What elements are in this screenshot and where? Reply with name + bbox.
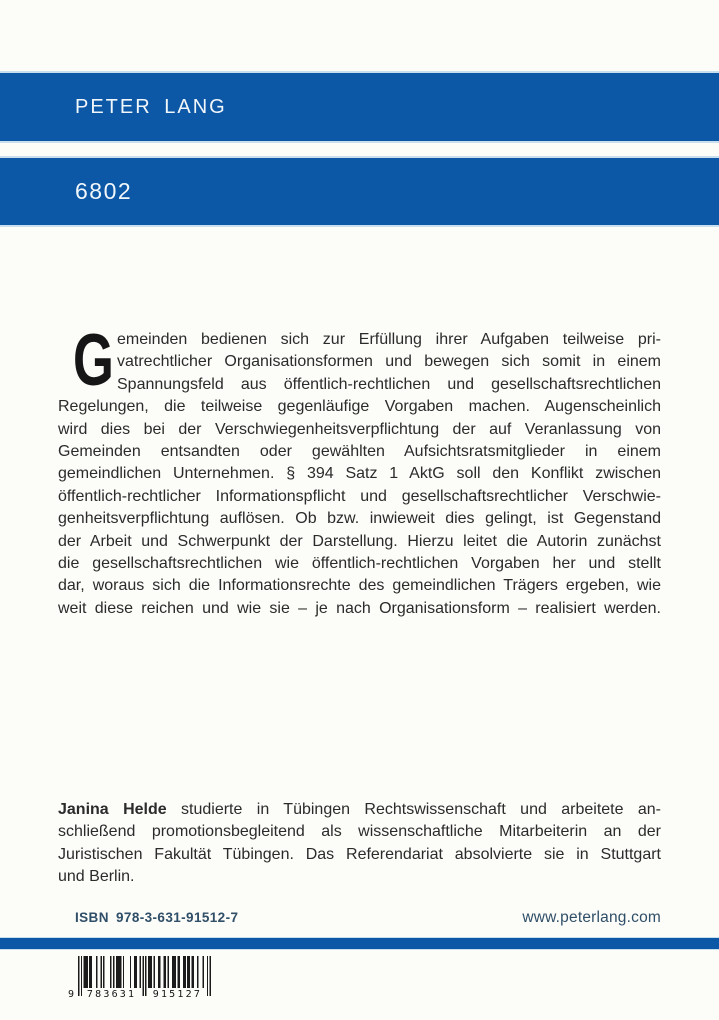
blurb-line: Gemeinden entsandten oder gewählten Aufsichtsratsmitglieder in einem (58, 443, 661, 461)
author-bio-line (58, 799, 661, 821)
bottom-divider-bar (0, 937, 719, 950)
blurb-line: die gesellschaftsrechtlichen wie öffentlich-rechtlichen Vorgaben her und stellt (58, 555, 661, 573)
author-name: Janina Helde (58, 801, 167, 818)
blurb-line: weit diese reichen und wie sie – je nach Organisationsform – realisiert werden. (58, 599, 661, 617)
blurb-line: Regelungen, die teilweise gegenläufige Vorgaben machen. Augenscheinlich (58, 398, 661, 416)
publisher-band (0, 71, 719, 143)
blurb-line: vatrechtlicher Organisationsformen und bewegen sich somit in einem (117, 353, 661, 371)
author-bio-text: studierte in Tübingen Rechtswissenschaft und arbeitete an- (166, 801, 662, 818)
series-band (0, 156, 719, 227)
publisher-name: PETER LANG (75, 95, 227, 118)
footer-row (58, 909, 661, 927)
blurb-line: gemeindlichen Unternehmen. § 394 Satz 1 AktG soll den Konflikt zwischen (58, 465, 661, 483)
svg-text:9: 9 (68, 989, 77, 1000)
blurb-paragraph (58, 320, 661, 620)
blurb-line: Spannungsfeld aus öffentlich-rechtlichen und gesellschaftsrechtlichen (117, 375, 661, 393)
blurb-line: öffentlich-rechtlicher Informationspflicht und gesellschaftsrechtlicher Verschwie- (58, 487, 661, 505)
blurb-line: der Arbeit und Schwerpunkt der Darstellung. Hierzu leitet die Autorin zunächst (58, 532, 661, 550)
drop-cap: G (73, 320, 114, 401)
blurb-line: wird dies bei der Verschwiegenheitsverpflichtung der auf Veranlassung von (58, 420, 661, 438)
blurb-line: dar, woraus sich die Informationsrechte des gemeindlichen Trägers ergeben, wie (58, 577, 661, 595)
isbn-label: ISBN 978-3-631-91512-7 (75, 910, 239, 925)
blurb-lines (58, 329, 661, 620)
author-bio-line: Juristischen Fakultät Tübingen. Das Referendariat absolvierte sie in Stuttgart (58, 845, 661, 863)
blurb-line: genheitsverpflichtung auflösen. Ob bzw. inwieweit dies gelingt, ist Gegenstand (58, 510, 661, 528)
series-number: 6802 (75, 178, 133, 204)
author-bio-line: und Berlin. (58, 868, 135, 886)
svg-text:783631: 783631 (86, 989, 137, 1000)
author-bio (58, 799, 661, 889)
ean13-barcode (67, 956, 219, 1002)
publisher-website: www.peterlang.com (522, 909, 661, 926)
author-bio-lines (58, 821, 661, 888)
svg-text:915127: 915127 (152, 989, 203, 1000)
author-bio-line: schließend promotionsbegleitend als wissenschaftliche Mitarbeiterin an der (58, 823, 661, 841)
blurb-line: emeinden bedienen sich zur Erfüllung ihrer Aufgaben teilweise pri- (117, 331, 661, 348)
